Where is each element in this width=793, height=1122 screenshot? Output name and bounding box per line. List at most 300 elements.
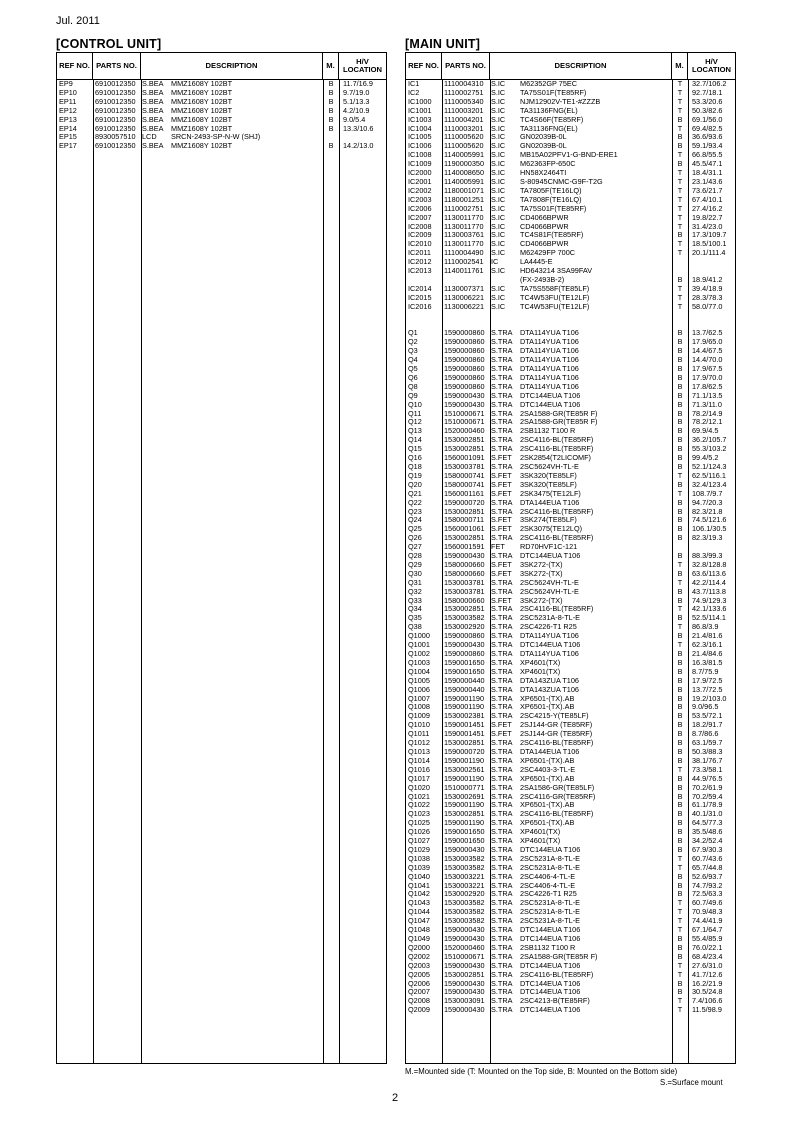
parts-no: 1580000660 (444, 560, 485, 569)
part-type: S.TRA (491, 436, 513, 445)
mounted-side: B (677, 133, 683, 142)
table-row (406, 864, 735, 873)
hv-location: 69.1/56.0 (692, 115, 723, 124)
hv-location: 17.3/109.7 (692, 231, 727, 240)
description: 2SC5231A-8-TL-E (520, 614, 581, 623)
table-row (406, 739, 735, 748)
part-type: S.TRA (491, 329, 513, 338)
parts-no: 1590000860 (444, 365, 485, 373)
description: 2SK2854(T2LICOMF) (520, 454, 591, 463)
mounted-side: B (677, 329, 683, 338)
mounted-side: B (677, 391, 683, 400)
description: 3SK272-(TX) (520, 596, 563, 605)
hv-location: 13.7/72.5 (692, 685, 723, 694)
hv-location: 53.3/20.6 (692, 97, 723, 106)
table-row (406, 597, 735, 606)
mounted-side: B (677, 837, 683, 846)
hv-location: 52.6/93.7 (692, 872, 723, 881)
mounted-side: B (677, 480, 683, 489)
mounted-side: B (677, 828, 683, 837)
mounted-side (323, 133, 339, 142)
part-type: S.BEA (142, 80, 164, 88)
parts-no: 1140011761 (444, 267, 484, 276)
hv-location: 55.4/85.9 (692, 935, 723, 943)
parts-no: 1590000430 (444, 961, 485, 970)
part-type: S.FET (491, 454, 512, 463)
table-row (406, 855, 735, 864)
ref-no: Q9 (408, 391, 418, 400)
hv-location: 38.1/76.7 (692, 756, 723, 765)
table-row (406, 828, 735, 837)
parts-no: 1530003582 (444, 854, 485, 863)
ref-no: IC2006 (408, 204, 432, 213)
table-row (406, 650, 735, 659)
col-ref-no: REF NO. (57, 53, 93, 79)
hv-location: 13.3/10.6 (343, 124, 374, 133)
ref-no: Q1010 (408, 721, 430, 730)
description: 2SA1588-GR(TE85R F) (520, 418, 598, 427)
parts-no: 1140005991 (444, 151, 485, 160)
hv-location: 19.8/22.7 (692, 213, 723, 222)
description: DTA114YUA T106 (520, 632, 579, 641)
description: HD643214 3SA99FAV (520, 267, 593, 276)
mounted-side: B (677, 338, 683, 347)
description: TA75S01F(TE85RF) (520, 88, 587, 97)
ref-no: Q1017 (408, 774, 430, 783)
table-row (406, 917, 735, 926)
table-row (406, 356, 735, 365)
description: 3SK272-(TX) (520, 569, 563, 578)
table-row (406, 766, 735, 775)
mounted-side: B (677, 943, 683, 952)
hv-location: 43.7/113.8 (692, 587, 726, 596)
description: 2SC4116-BL(TE85RF) (520, 970, 594, 979)
part-type: S.TRA (491, 614, 513, 623)
mounted-side: T (677, 578, 683, 587)
table-row (406, 303, 735, 312)
description: XP4601(TX) (520, 658, 561, 667)
parts-no: 1590001190 (444, 801, 485, 810)
hv-location: 17.9/70.0 (692, 373, 723, 382)
parts-no: 1110003201 (444, 124, 484, 133)
description: HN58X2464TI (520, 169, 567, 178)
table-row (406, 890, 735, 899)
table-row (406, 623, 735, 632)
description: 2SC5231A-8-TL-E (520, 899, 581, 908)
parts-no: 1530002851 (444, 507, 485, 516)
ref-no: Q2000 (408, 943, 430, 952)
table-row (406, 196, 735, 205)
mounted-side: B (677, 952, 683, 961)
description: S-80945CNMC-G9F-T2G (520, 177, 603, 186)
parts-no: 1110004310 (444, 80, 484, 88)
ref-no: Q1020 (408, 783, 430, 792)
table-row (406, 784, 735, 793)
ref-no: Q3 (408, 347, 418, 356)
ref-no: Q30 (408, 569, 422, 578)
hv-location: 14.2/13.0 (343, 142, 374, 151)
main-unit-rows (406, 80, 735, 1015)
table-row (406, 516, 735, 525)
ref-no: Q1049 (408, 935, 430, 943)
description: 3SK320(TE85LF) (520, 471, 577, 480)
description: NJM12902V-TE1-#ZZZB (520, 97, 601, 106)
table-row (406, 205, 735, 214)
ref-no: Q1023 (408, 810, 430, 819)
part-type: S.TRA (491, 828, 513, 837)
description: M62429FP 700C (520, 249, 576, 258)
ref-no: Q10 (408, 400, 422, 409)
mounted-side: B (677, 231, 683, 240)
hv-location: 58.0/77.0 (692, 302, 723, 311)
parts-no: 1530003091 (444, 997, 485, 1006)
parts-no: 1530003582 (444, 614, 485, 623)
ref-no: EP10 (59, 88, 77, 97)
mounted-side: B (677, 721, 683, 730)
parts-no: 1530002851 (444, 445, 485, 454)
mounted-side: B (677, 462, 683, 471)
part-type: S.TRA (491, 747, 513, 756)
hv-location: 17.9/67.5 (692, 365, 723, 373)
part-type: S.TRA (491, 641, 513, 650)
ref-no: IC2001 (408, 177, 432, 186)
main-unit-title: [MAIN UNIT] (405, 37, 481, 51)
hv-location: 36.6/93.6 (692, 133, 723, 142)
parts-no: 1590000430 (444, 979, 485, 988)
hv-location: 5.1/13.3 (343, 97, 370, 106)
parts-no: 8930057510 (95, 133, 136, 142)
mounted-side: B (677, 872, 683, 881)
mounted-side: B (677, 373, 683, 382)
description: 2SC4226-T1 R25 (520, 623, 577, 632)
ref-no: Q22 (408, 498, 422, 507)
ref-no: Q1014 (408, 756, 430, 765)
description: DTC144EUA T106 (520, 926, 581, 935)
mounted-side: T (677, 249, 683, 258)
mounted-side: B (677, 676, 683, 685)
ref-no: Q1043 (408, 899, 430, 908)
description: 2SK3075(TE12LQ) (520, 525, 583, 534)
part-type: S.IC (491, 293, 506, 302)
table-row (406, 490, 735, 499)
part-type: S.TRA (491, 462, 513, 471)
hv-location: 17.9/72.5 (692, 676, 723, 685)
description: TC4S81F(TE85RF) (520, 231, 584, 240)
parts-no: 1180001071 (444, 186, 485, 195)
hv-location: 74.5/121.6 (692, 516, 727, 525)
ref-no: Q6 (408, 373, 418, 382)
mounted-side: B (677, 569, 683, 578)
mounted-side: T (677, 151, 683, 160)
mounted-side: B (328, 106, 334, 115)
part-type: S.TRA (491, 382, 513, 391)
part-type: S.TRA (491, 872, 513, 881)
table-row (406, 401, 735, 410)
table-row (406, 240, 735, 249)
part-type: S.TRA (491, 908, 513, 917)
mounted-side: T (677, 1006, 683, 1015)
table-row (406, 80, 735, 89)
parts-no: 1530002851 (444, 739, 485, 748)
table-row (406, 508, 735, 517)
part-type: S.IC (491, 177, 506, 186)
description: 2SC4116-BL(TE85RF) (520, 810, 594, 819)
col-parts-no: PARTS NO. (93, 53, 141, 79)
table-row (406, 445, 735, 454)
ref-no: Q2006 (408, 979, 430, 988)
hv-location: 71.1/13.5 (692, 391, 723, 400)
parts-no: 6910012350 (95, 124, 136, 133)
mounted-side (672, 267, 688, 276)
description: 2SC4116-BL(TE85RF) (520, 507, 594, 516)
description: DTA144EUA T106 (520, 498, 580, 507)
ref-no: Q2002 (408, 952, 430, 961)
hv-location: 32.8/128.8 (692, 560, 727, 569)
parts-no: 1590001190 (444, 703, 485, 712)
description: 2SJ144-GR (TE85RF) (520, 721, 593, 730)
part-type: S.TRA (491, 667, 513, 676)
ref-no: EP9 (59, 80, 73, 88)
description: XP6501-(TX).AB (520, 756, 575, 765)
mounted-side: B (677, 356, 683, 365)
hv-location: 32.4/123.4 (692, 480, 727, 489)
mounted-side: B (677, 792, 683, 801)
mounted-side: B (677, 115, 683, 124)
parts-no: 1590000720 (444, 747, 485, 756)
ref-no: Q38 (408, 623, 422, 632)
hv-location: 86.8/3.9 (692, 623, 719, 632)
mounted-side: B (677, 552, 683, 561)
table-row (406, 588, 735, 597)
part-type: S.TRA (491, 774, 513, 783)
description: XP6501-(TX).AB (520, 703, 575, 712)
description: 2SC4116-BL(TE85RF) (520, 605, 594, 614)
part-type: LCD (142, 133, 157, 142)
parts-no: 1590000860 (444, 650, 485, 658)
ref-no: Q1040 (408, 872, 430, 881)
mounted-side: B (677, 935, 683, 943)
part-type: S.TRA (491, 391, 513, 400)
parts-no: 1590000430 (444, 552, 485, 561)
table-row (57, 89, 386, 98)
table-row (406, 142, 735, 151)
mounted-side: B (328, 124, 334, 133)
parts-no: 1580000660 (444, 596, 485, 605)
table-row (406, 873, 735, 882)
ref-no: Q2003 (408, 961, 430, 970)
parts-no: 1590001650 (444, 828, 485, 837)
hv-location: 78.2/12.1 (692, 418, 723, 427)
table-row (406, 285, 735, 294)
hv-location: 36.2/105.7 (692, 436, 727, 445)
description: XP6501-(TX).AB (520, 801, 575, 810)
table-row (406, 133, 735, 142)
description: GN02039B-0L (520, 142, 567, 151)
part-type: S.TRA (491, 703, 513, 712)
table-row (406, 365, 735, 374)
part-type: S.TRA (491, 845, 513, 854)
parts-no: 1110002751 (444, 204, 484, 213)
table-row (406, 374, 735, 383)
hv-location (688, 267, 735, 276)
part-type: S.TRA (491, 694, 513, 703)
mounted-side: T (677, 961, 683, 970)
hv-location: 68.4/23.4 (692, 952, 723, 961)
parts-no: 1530003221 (444, 881, 485, 890)
table-row (406, 793, 735, 802)
control-unit-title: [CONTROL UNIT] (56, 37, 162, 51)
parts-no: 1590000430 (444, 641, 485, 650)
table-row (406, 837, 735, 846)
description: DTC144EUA T106 (520, 552, 581, 561)
mounted-side: B (677, 516, 683, 525)
ref-no: IC2014 (408, 284, 432, 293)
parts-no: 1590001650 (444, 658, 485, 667)
parts-no: 1520000460 (444, 943, 485, 952)
ref-no: IC2 (408, 88, 420, 97)
hv-location: 45.5/47.1 (692, 160, 723, 169)
ref-no: Q2 (408, 338, 418, 347)
hv-location: 16.3/81.5 (692, 658, 723, 667)
part-type: S.FET (491, 560, 512, 569)
table-row (406, 846, 735, 855)
part-type: S.FET (491, 569, 512, 578)
mounted-side: B (677, 587, 683, 596)
parts-no: 1530002851 (444, 605, 485, 614)
hv-location: 9.7/19.0 (343, 88, 370, 97)
ref-no: Q2007 (408, 988, 430, 997)
ref-no: Q25 (408, 525, 422, 534)
mounted-side: B (677, 409, 683, 418)
description: DTC144EUA T106 (520, 1006, 581, 1015)
col-mounted: M. (323, 53, 339, 79)
description: 2SA1586-GR(TE85LF) (520, 783, 595, 792)
table-row (406, 641, 735, 650)
ref-no: Q19 (408, 471, 422, 480)
ref-no: Q1048 (408, 926, 430, 935)
table-row (406, 125, 735, 134)
mounted-side: B (677, 845, 683, 854)
ref-no: IC2012 (408, 258, 432, 267)
description: GN02039B-0L (520, 133, 567, 142)
part-type: S.TRA (491, 756, 513, 765)
description: 2SC5624VH-TL-E (520, 587, 579, 596)
description: XP4601(TX) (520, 837, 561, 846)
description: DTA144EUA T106 (520, 747, 580, 756)
ref-no: Q1039 (408, 863, 430, 872)
parts-no: 6910012350 (95, 106, 136, 115)
part-type: S.TRA (491, 863, 513, 872)
ref-no: EP13 (59, 115, 77, 124)
parts-no: 1590000430 (444, 391, 485, 400)
part-type: S.BEA (142, 97, 164, 106)
description: DTC144EUA T106 (520, 845, 581, 854)
part-type: S.IC (491, 142, 506, 151)
mounted-side: T (677, 926, 683, 935)
parts-no: 1590001190 (444, 819, 485, 828)
parts-no: 1530002920 (444, 623, 485, 632)
description: DTA114YUA T106 (520, 382, 579, 391)
table-row (406, 320, 735, 329)
table-row (406, 944, 735, 953)
mounted-side: B (677, 756, 683, 765)
mounted-side: T (677, 124, 683, 133)
parts-no: 1130011770 (444, 213, 484, 222)
hv-location: 67.4/10.1 (692, 195, 723, 204)
ref-no: Q24 (408, 516, 422, 525)
mounted-side: T (677, 471, 683, 480)
part-type: S.TRA (491, 409, 513, 418)
hv-location: 70.9/48.3 (692, 908, 723, 917)
part-type: S.FET (491, 721, 512, 730)
table-row (406, 668, 735, 677)
part-type: FET (491, 543, 505, 552)
control-unit-rows (57, 80, 386, 151)
mounted-side: B (677, 534, 683, 543)
part-type: S.IC (491, 106, 506, 115)
hv-location: 7.4/106.6 (692, 997, 723, 1006)
parts-no: 1560001591 (444, 543, 485, 552)
table-row (57, 125, 386, 134)
ref-no: Q1013 (408, 747, 430, 756)
mounted-side: T (677, 641, 683, 650)
description: 2SC4403-3-TL-E (520, 765, 576, 774)
table-row (406, 561, 735, 570)
mounted-side: B (677, 436, 683, 445)
mounted-side: T (677, 899, 683, 908)
parts-no: 1580000741 (444, 471, 485, 480)
parts-no: 1530003582 (444, 863, 485, 872)
parts-no: 1190000350 (444, 160, 485, 169)
mounted-side: T (677, 560, 683, 569)
part-type: S.TRA (491, 507, 513, 516)
mounted-side: T (677, 177, 683, 186)
mounted-side: T (677, 605, 683, 614)
parts-no: 1530003781 (444, 587, 485, 596)
mounted-side: T (677, 293, 683, 302)
description: MMZ1608Y 102BT (171, 106, 233, 115)
ref-no: IC2000 (408, 169, 432, 178)
part-type: S.TRA (491, 356, 513, 365)
ref-no: Q21 (408, 489, 422, 498)
parts-no: 1530002851 (444, 436, 485, 445)
hv-location: 42.2/114.4 (692, 578, 726, 587)
ref-no: Q15 (408, 445, 422, 454)
part-type: S.TRA (491, 997, 513, 1006)
hv-location: 11.7/16.9 (343, 80, 373, 88)
parts-no: 1140005991 (444, 177, 485, 186)
ref-no: IC1 (408, 80, 420, 88)
part-type: S.TRA (491, 373, 513, 382)
hv-location: 4.2/10.9 (343, 106, 370, 115)
mounted-side: B (677, 747, 683, 756)
parts-no: 1110005340 (444, 97, 484, 106)
hv-location: 82.3/21.8 (692, 507, 723, 516)
description: DTA114YUA T106 (520, 373, 579, 382)
description: MB15A02PFV1-G-BND-ERE1 (520, 151, 618, 160)
ref-no: IC1006 (408, 142, 432, 151)
parts-no: 1590000720 (444, 498, 485, 507)
mounted-side: T (677, 489, 683, 498)
hv-location: 18.9/41.2 (692, 275, 723, 284)
description: TC4W53FU(TE12LF) (520, 302, 590, 311)
parts-no: 1530002381 (444, 712, 485, 721)
description: MMZ1608Y 102BT (171, 80, 233, 88)
hv-location: 17.9/65.0 (692, 338, 723, 347)
table-row (406, 677, 735, 686)
description: 2SK3475(TE12LF) (520, 489, 581, 498)
parts-no: 1590000430 (444, 988, 485, 997)
